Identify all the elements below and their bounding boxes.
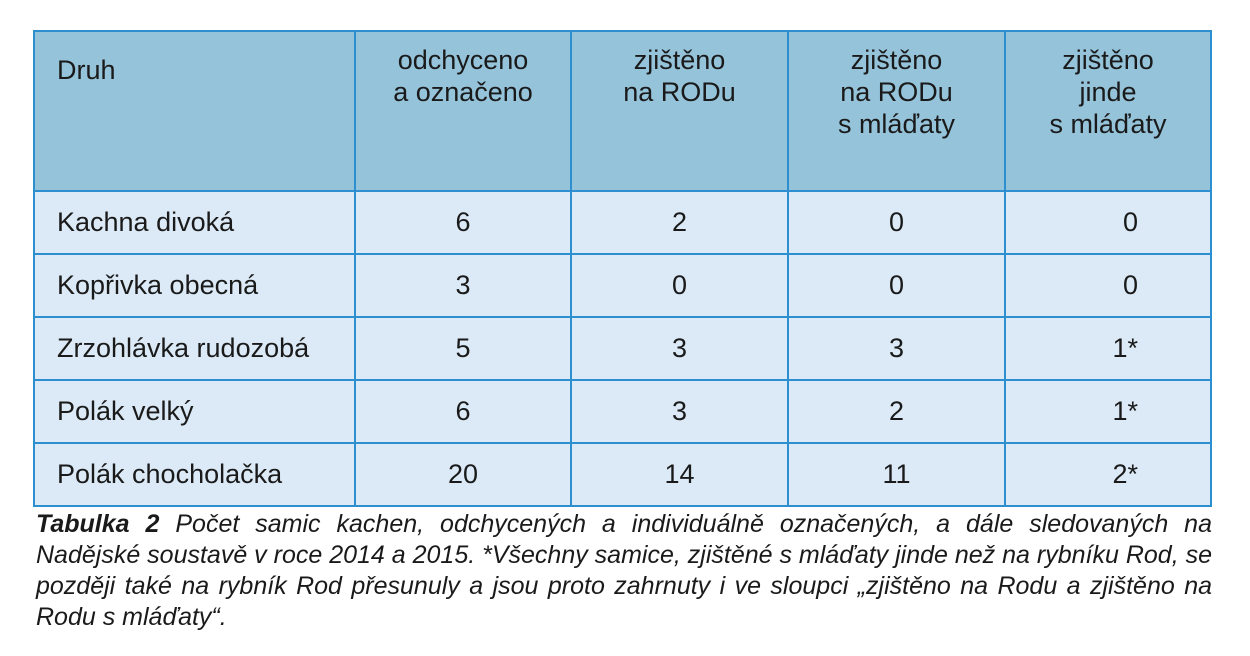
species-cell: Zrzohlávka rudozobá [34,317,355,380]
species-cell: Polák velký [34,380,355,443]
value-cell: 1* [1005,380,1211,443]
table-row [34,443,1211,506]
value-cell: 0 [1005,191,1211,254]
value-cell: 20 [355,443,571,506]
value-cell: 0 [571,254,788,317]
value-cell: 3 [788,317,1005,380]
header-line: zjištěno [633,45,726,75]
species-cell: Kachna divoká [34,191,355,254]
header-cell-zjisteno-rod-mladata [788,31,1005,191]
table-row [34,380,1211,443]
header-cell-odchyceno [355,31,571,191]
header-line: zjištěno [1062,45,1154,75]
value-cell: 2 [571,191,788,254]
data-table [33,30,1212,507]
value-cell: 6 [355,191,571,254]
header-cell-druh [34,31,355,191]
table-body [34,191,1211,506]
header-line: na RODu [840,77,953,107]
species-cell: Polák chocholačka [34,443,355,506]
value-cell: 2* [1005,443,1211,506]
value-cell: 3 [355,254,571,317]
header-cell-zjisteno-rod [571,31,788,191]
value-cell: 6 [355,380,571,443]
header-line: odchyceno [397,45,529,75]
value-cell: 3 [571,380,788,443]
header-line: zjištěno [850,45,943,75]
header-line: a označeno [393,77,533,107]
value-cell: 14 [571,443,788,506]
value-cell: 1* [1005,317,1211,380]
value-cell: 0 [1005,254,1211,317]
header-line: s mláďaty [837,109,956,139]
table-header [34,31,1211,191]
value-cell: 11 [788,443,1005,506]
table-row [34,191,1211,254]
header-cell-zjisteno-jinde-mladata [1005,31,1211,191]
header-line: Druh [57,55,116,85]
caption-label: Tabulka 2 [36,510,160,538]
table-row [34,317,1211,380]
header-line: na RODu [623,77,736,107]
header-line: s mláďaty [1049,109,1167,139]
value-cell: 0 [788,254,1005,317]
caption-text: Počet samic kachen, odchycených a individuálně označených, a dále sledovaných na Nadějské soustavě v roce 2014 a 2015. *Všechny samice, zjištěné s mláďaty jinde než na rybníku Rod, se později také na rybník Rod přesunuly a jsou proto zahrnuty i ve sloupci „zjištěno na Rodu a zjištěno na Rodu s mláďaty“. [36,510,1212,631]
value-cell: 0 [788,191,1005,254]
header-row [34,31,1211,191]
table-caption [36,509,1212,633]
species-cell: Kopřivka obecná [34,254,355,317]
table-row [34,254,1211,317]
value-cell: 2 [788,380,1005,443]
value-cell: 5 [355,317,571,380]
value-cell: 3 [571,317,788,380]
header-line: jinde [1079,77,1137,107]
